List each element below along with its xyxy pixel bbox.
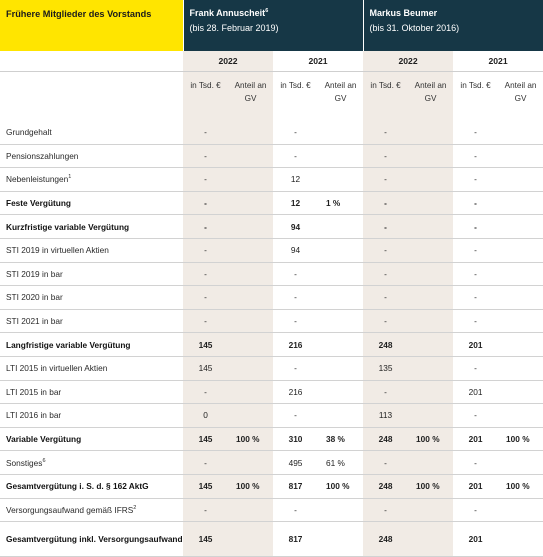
share-cell [228, 144, 273, 168]
row-label: LTI 2016 in bar [0, 404, 183, 428]
share-cell [408, 262, 453, 286]
share-cell [318, 121, 363, 144]
amount-cell: - [363, 451, 408, 475]
person-header-beumer [363, 0, 543, 51]
share-cell [228, 522, 273, 557]
person-date: (bis 31. Oktober 2016) [369, 23, 460, 33]
share-cell [498, 286, 543, 310]
amount-cell: - [183, 286, 228, 310]
year-header: 2022 [363, 51, 453, 72]
amount-cell: - [273, 404, 318, 428]
amount-cell: - [363, 380, 408, 404]
share-cell [318, 380, 363, 404]
share-cell [318, 286, 363, 310]
table-row [0, 121, 543, 144]
share-cell [318, 262, 363, 286]
share-cell [408, 404, 453, 428]
unit-share: Anteil an GV [324, 81, 357, 103]
share-cell: 61 % [318, 451, 363, 475]
share-cell [408, 333, 453, 357]
share-cell [228, 451, 273, 475]
table-row [0, 498, 543, 522]
share-cell [318, 356, 363, 380]
share-cell [318, 333, 363, 357]
amount-cell: 145 [183, 522, 228, 557]
share-cell: 100 % [408, 427, 453, 451]
amount-cell: 817 [273, 474, 318, 498]
amount-cell: 248 [363, 333, 408, 357]
share-cell [498, 380, 543, 404]
share-cell [228, 356, 273, 380]
amount-cell: 201 [453, 333, 498, 357]
share-cell [408, 286, 453, 310]
share-cell [228, 238, 273, 262]
amount-cell: 0 [183, 404, 228, 428]
table-row [0, 333, 543, 357]
unit-share: Anteil an GV [504, 81, 537, 103]
unit-amount: in Tsd. € [363, 72, 408, 122]
share-cell [498, 262, 543, 286]
amount-cell: 145 [183, 356, 228, 380]
row-label: STI 2020 in bar [0, 286, 183, 310]
unit-share: Anteil an GV [408, 72, 453, 122]
share-cell [228, 168, 273, 192]
row-label: Pensionszahlungen [0, 144, 183, 168]
share-cell [228, 498, 273, 522]
share-cell [498, 404, 543, 428]
amount-cell: - [453, 121, 498, 144]
amount-cell: 12 [273, 168, 318, 192]
amount-cell: - [453, 238, 498, 262]
amount-cell: - [183, 262, 228, 286]
share-cell [318, 215, 363, 239]
row-label: Nebenleistungen$^1$ [0, 168, 183, 192]
amount-cell: - [273, 356, 318, 380]
amount-cell: - [273, 286, 318, 310]
amount-cell: 248 [363, 427, 408, 451]
amount-cell: - [453, 356, 498, 380]
table-row [0, 427, 543, 451]
share-cell [228, 380, 273, 404]
row-label: Gesamtvergütung i. S. d. § 162 AktG [0, 474, 183, 498]
share-cell [498, 144, 543, 168]
share-cell: 100 % [498, 474, 543, 498]
share-cell [408, 356, 453, 380]
share-cell [498, 238, 543, 262]
share-cell [498, 191, 543, 215]
amount-cell: 145 [183, 427, 228, 451]
share-cell [228, 121, 273, 144]
share-cell [318, 238, 363, 262]
share-cell [498, 356, 543, 380]
share-cell [498, 333, 543, 357]
amount-cell: - [183, 451, 228, 475]
share-cell [408, 191, 453, 215]
share-cell [498, 168, 543, 192]
amount-cell: - [453, 451, 498, 475]
amount-cell: - [183, 380, 228, 404]
row-label: STI 2021 in bar [0, 309, 183, 333]
table-row [0, 191, 543, 215]
share-cell [408, 168, 453, 192]
share-cell: 100 % [318, 474, 363, 498]
share-cell [498, 215, 543, 239]
year-header: 2022 [183, 51, 273, 72]
amount-cell: 817 [273, 522, 318, 557]
year-row [0, 51, 543, 72]
table-row [0, 380, 543, 404]
unit-share: Anteil an GV [228, 72, 273, 122]
amount-cell: - [453, 286, 498, 310]
share-cell [228, 309, 273, 333]
share-cell [228, 333, 273, 357]
amount-cell: - [183, 215, 228, 239]
amount-cell: - [363, 215, 408, 239]
unit-amount: in Tsd. € [460, 81, 491, 90]
table-row [0, 309, 543, 333]
share-cell [408, 309, 453, 333]
amount-cell: 201 [453, 474, 498, 498]
amount-cell: 201 [453, 380, 498, 404]
year-header: 2021 [273, 51, 363, 72]
amount-cell: - [363, 191, 408, 215]
amount-cell: 216 [273, 333, 318, 357]
table-row [0, 286, 543, 310]
table-row [0, 404, 543, 428]
share-cell [408, 215, 453, 239]
amount-cell: 310 [273, 427, 318, 451]
amount-cell: - [453, 215, 498, 239]
amount-cell: - [363, 121, 408, 144]
share-cell [408, 121, 453, 144]
share-cell [408, 238, 453, 262]
amount-cell: 113 [363, 404, 408, 428]
amount-cell: 201 [453, 427, 498, 451]
share-cell [498, 522, 543, 557]
amount-cell: - [273, 262, 318, 286]
table-row [0, 262, 543, 286]
share-cell: 38 % [318, 427, 363, 451]
person-date: (bis 28. Februar 2019) [189, 23, 279, 33]
table-row [0, 474, 543, 498]
share-cell [318, 144, 363, 168]
row-label: Sonstiges$^6$ [0, 451, 183, 475]
amount-cell: - [363, 262, 408, 286]
amount-cell: - [453, 262, 498, 286]
share-cell [228, 215, 273, 239]
row-label: STI 2019 in bar [0, 262, 183, 286]
person-header-annuscheit [183, 0, 363, 51]
year-row-spacer [0, 51, 183, 72]
share-cell [228, 191, 273, 215]
amount-cell: - [183, 309, 228, 333]
amount-cell: - [183, 238, 228, 262]
table-row [0, 522, 543, 557]
share-cell: 100 % [228, 474, 273, 498]
row-label: LTI 2015 in virtuellen Aktien [0, 356, 183, 380]
share-cell: 100 % [228, 427, 273, 451]
table-row [0, 168, 543, 192]
row-label: Langfristige variable Vergütung [0, 333, 183, 357]
year-header: 2021 [453, 51, 543, 72]
share-cell [318, 522, 363, 557]
amount-cell: - [363, 168, 408, 192]
table-row [0, 215, 543, 239]
table-row [0, 144, 543, 168]
amount-cell: - [273, 144, 318, 168]
amount-cell: 216 [273, 380, 318, 404]
amount-cell: - [363, 238, 408, 262]
amount-cell: - [453, 309, 498, 333]
amount-cell: 94 [273, 215, 318, 239]
units-row [0, 72, 543, 122]
amount-cell: 201 [453, 522, 498, 557]
amount-cell: - [453, 191, 498, 215]
amount-cell: 145 [183, 333, 228, 357]
amount-cell: 145 [183, 474, 228, 498]
row-label: Versorgungsaufwand gemäß IFRS$^2$ [0, 498, 183, 522]
amount-cell: - [363, 309, 408, 333]
amount-cell: - [363, 286, 408, 310]
amount-cell: 248 [363, 522, 408, 557]
share-cell [318, 404, 363, 428]
amount-cell: - [363, 144, 408, 168]
table-row [0, 356, 543, 380]
amount-cell: - [273, 498, 318, 522]
amount-cell: 12 [273, 191, 318, 215]
share-cell [408, 522, 453, 557]
units-row-spacer [0, 72, 183, 122]
unit-amount: in Tsd. € [280, 81, 311, 90]
share-cell [318, 498, 363, 522]
share-cell [408, 498, 453, 522]
amount-cell: - [183, 191, 228, 215]
share-cell [318, 309, 363, 333]
share-cell [498, 309, 543, 333]
amount-cell: - [183, 144, 228, 168]
amount-cell: - [183, 168, 228, 192]
amount-cell: 135 [363, 356, 408, 380]
table-title: Frühere Mitglieder des Vorstands [0, 0, 183, 51]
row-label: Feste Vergütung [0, 191, 183, 215]
amount-cell: - [273, 121, 318, 144]
share-cell [498, 498, 543, 522]
share-cell [408, 380, 453, 404]
share-cell [498, 451, 543, 475]
share-cell [408, 144, 453, 168]
share-cell [228, 286, 273, 310]
person-name: Frank Annuscheit$^6$ [189, 8, 269, 18]
amount-cell: 248 [363, 474, 408, 498]
table-row [0, 451, 543, 475]
amount-cell: - [183, 498, 228, 522]
row-label: Grundgehalt [0, 121, 183, 144]
amount-cell: 495 [273, 451, 318, 475]
share-cell [408, 451, 453, 475]
amount-cell: - [453, 168, 498, 192]
share-cell [228, 404, 273, 428]
unit-amount: in Tsd. € [183, 72, 228, 122]
amount-cell: - [453, 144, 498, 168]
header-row [0, 0, 543, 51]
row-label: LTI 2015 in bar [0, 380, 183, 404]
share-cell [498, 121, 543, 144]
amount-cell: - [453, 498, 498, 522]
person-name: Markus Beumer [369, 8, 438, 18]
row-label: Gesamtvergütung inkl. Versorgungsaufwand [0, 522, 183, 557]
share-cell: 100 % [408, 474, 453, 498]
amount-cell: - [273, 309, 318, 333]
amount-cell: - [183, 121, 228, 144]
table-row [0, 238, 543, 262]
share-cell [228, 262, 273, 286]
row-label: Variable Vergütung [0, 427, 183, 451]
amount-cell: - [453, 404, 498, 428]
row-label: Kurzfristige variable Vergütung [0, 215, 183, 239]
share-cell: 100 % [498, 427, 543, 451]
row-label: STI 2019 in virtuellen Aktien [0, 238, 183, 262]
amount-cell: 94 [273, 238, 318, 262]
share-cell [318, 168, 363, 192]
amount-cell: - [363, 498, 408, 522]
share-cell: 1 % [318, 191, 363, 215]
